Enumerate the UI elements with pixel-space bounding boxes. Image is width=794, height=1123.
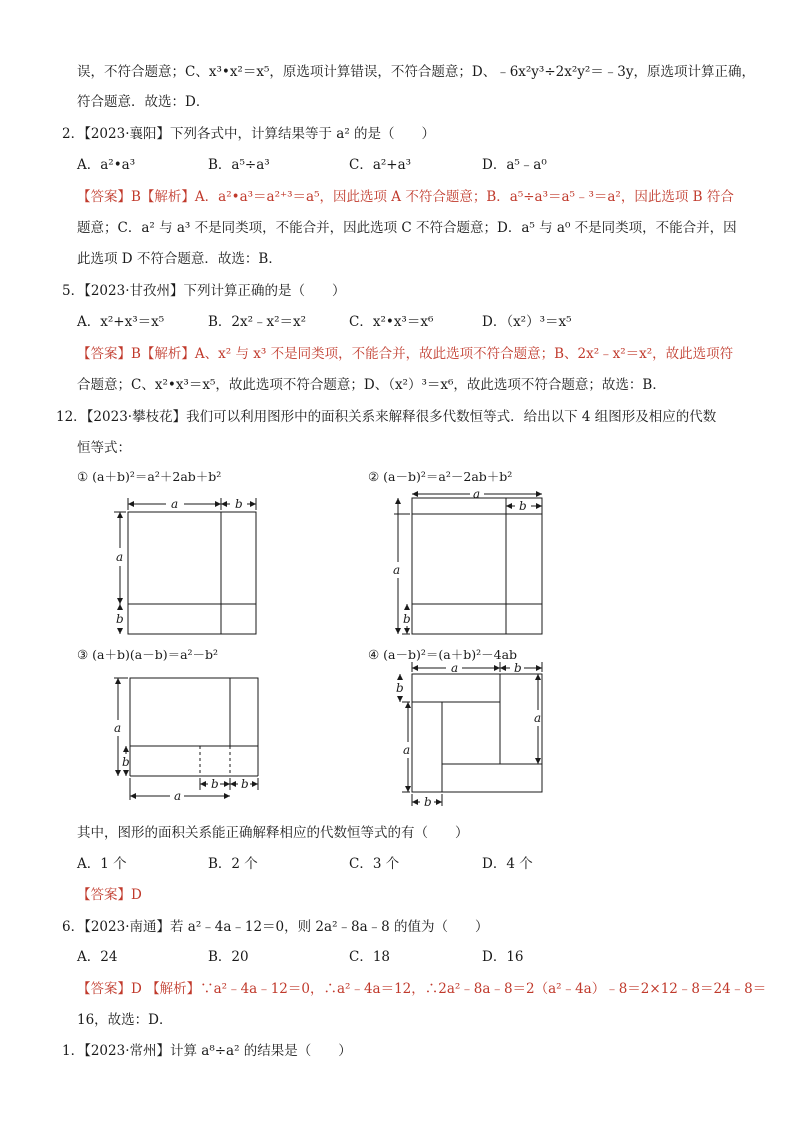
fig1-label-a-side: a [116,550,124,564]
question-1-stem: 1．【2023·常州】计算 a⁸÷a² 的结果是（ ） [62,1043,352,1059]
question-5-answer-line-1: 【答案】B【解析】A、x² 与 x³ 不是同类项，不能合并，故此选项不符合题意；B、2x²﹣x²＝x²，故此选项符 [77,346,734,362]
fig4-label-a-top: a [451,661,459,675]
fig4-label-b-top: b [514,661,522,675]
fig1-label-a-top: a [171,497,179,511]
question-12-stem-line-1: 12．【2023·攀枝花】我们可以利用图形中的面积关系来解释很多代数恒等式．给出以下 4 组图形及相应的代数 [56,409,717,425]
question-2-answer-line-3: 此选项 D 不符合题意．故选：B． [77,251,282,267]
figure-1-diagram [108,490,268,640]
question-2-option-c: C．a²+a³ [349,157,412,173]
question-12-answer: 【答案】D [77,887,142,903]
figure-2-caption: ② (a－b)²＝a²－2ab＋b² [368,469,513,484]
question-6-option-c: C．18 [349,949,391,965]
figure-4-caption: ④ (a－b)²＝(a＋b)²－4ab [368,647,518,662]
question-6-option-d: D．16 [482,949,524,965]
fig2-label-b-side: b [403,612,411,626]
question-6-option-a: A．24 [77,949,118,965]
figure-2-diagram [388,486,548,640]
question-5-option-c: C．x²•x³＝x⁶ [349,314,434,330]
figure-3-caption: ③ (a＋b)(a－b)＝a²－b² [77,647,219,662]
fig2-label-a-top: a [473,487,481,501]
question-5-stem: 5．【2023·甘孜州】下列计算正确的是（ ） [62,283,346,299]
question-12-option-b: B．2 个 [208,856,258,872]
answer-continuation-line-2: 符合题意．故选：D． [77,94,210,110]
fig3-label-b-bottom-2: b [241,777,249,791]
fig4-label-b-bottom: b [424,795,432,809]
fig1-label-b-side: b [116,612,124,626]
fig3-label-b-side: b [122,755,130,769]
question-6-stem: 6．【2023·南通】若 a²﹣4a﹣12＝0，则 2a²﹣8a﹣8 的值为（ ） [62,919,489,935]
question-6-answer-line-2: 16，故选：D． [77,1012,173,1028]
fig2-label-b-top: b [519,499,527,513]
question-5-option-a: A．x²+x³＝x⁵ [77,314,165,330]
question-5-option-b: B．2x²﹣x²＝x² [208,314,307,330]
figure-3-diagram [108,670,268,808]
question-2-option-a: A．a²•a³ [77,157,136,173]
figure-1-caption: ① (a＋b)²＝a²＋2ab＋b² [77,469,222,484]
fig1-label-b-top: b [235,497,243,511]
question-12-option-a: A．1 个 [77,856,127,872]
question-2-option-b: B．a⁵÷a³ [208,157,270,173]
fig4-label-a-side: a [403,743,411,757]
fig3-label-a-side: a [114,721,122,735]
question-2-option-d: D．a⁵﹣a⁰ [482,157,547,173]
question-5-option-d: D．（x²）³＝x⁵ [482,314,572,330]
fig4-label-a-right: a [534,711,542,725]
answer-continuation-line-1: 误，不符合题意；C、x³•x²＝x⁵，原选项计算错误，不符合题意；D、﹣6x²y³÷2x²y²＝﹣3y，原选项计算正确， [77,64,756,80]
question-5-answer-line-2: 合题意；C、x²•x³＝x⁵，故此选项不符合题意；D、（x²）³＝x⁶，故此选项不符合题意；故选：B． [77,377,666,393]
question-2-answer-line-2: 题意；C．a² 与 a³ 不是同类项，不能合并，因此选项 C 不符合题意；D．a⁵ 与 a⁰ 不是同类项，不能合并，因 [77,220,737,236]
question-12-prompt: 其中，图形的面积关系能正确解释相应的代数恒等式的有（ ） [77,825,469,841]
question-2-answer-line-1: 【答案】B【解析】A．a²•a³＝a²⁺³＝a⁵，因此选项 A 不符合题意；B．a⁵÷a³＝a⁵﹣³＝a²，因此选项 B 符合 [77,189,734,205]
question-12-option-c: C．3 个 [349,856,400,872]
fig3-label-a-bottom: a [174,789,182,803]
question-6-answer-line-1: 【答案】D 【解析】∵a²﹣4a﹣12＝0，∴a²﹣4a＝12，∴2a²﹣8a﹣8＝2（a²﹣4a）﹣8＝2×12﹣8＝24﹣8＝ [77,981,767,997]
question-12-stem-line-2: 恒等式： [77,440,131,456]
fig4-label-b-side: b [396,681,404,695]
figure-4-diagram [388,660,553,810]
question-12-option-d: D．4 个 [482,856,533,872]
fig3-label-b-bottom-1: b [211,777,219,791]
question-2-stem: 2．【2023·襄阳】下列各式中，计算结果等于 a² 的是（ ） [62,126,436,142]
fig2-label-a-side: a [393,563,401,577]
question-6-option-b: B．20 [208,949,249,965]
